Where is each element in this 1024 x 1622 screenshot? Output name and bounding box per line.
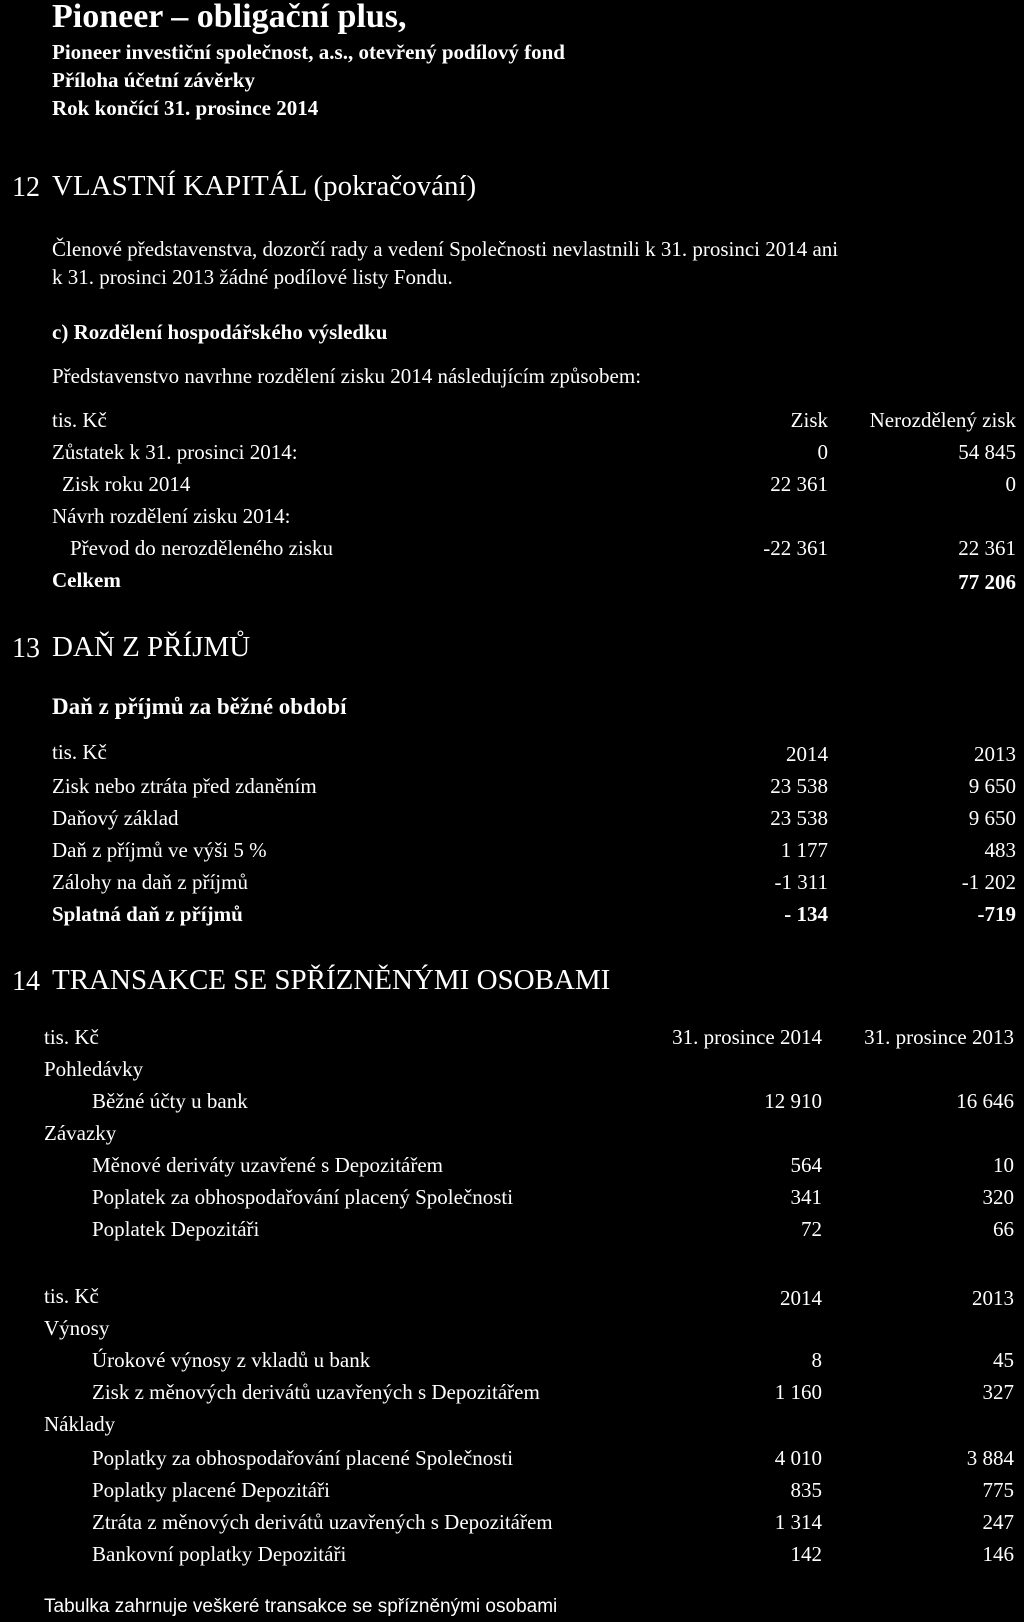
table-row-label: Daň z příjmů ve výši 5 % [52,838,267,862]
column-header: Zisk [790,408,828,432]
table-cell: 835 [790,1478,822,1502]
section-12c-intro: Představenstvo navrhne rozdělení zisku 2014 následujícím způsobem: [52,364,642,388]
table-cell: 320 [982,1185,1014,1209]
column-header: 31. prosince 2013 [864,1025,1014,1049]
table-cell: 22 361 [770,472,828,496]
table-total-label: Celkem [52,568,121,592]
table-row-label: Měnové deriváty uzavřené s Depozitářem [92,1153,444,1177]
table-cell: 247 [982,1510,1014,1534]
table-row-label: Ztráta z měnových derivátů uzavřených s Depozitářem [92,1510,553,1534]
table-cell: 1 160 [774,1380,822,1404]
table-group-label: Závazky [44,1121,117,1145]
column-header: 2014 [780,1286,822,1310]
table-cell: 23 538 [770,774,828,798]
table-cell: 22 361 [958,536,1016,560]
table-cell: 54 845 [958,440,1016,464]
table-group-label: Pohledávky [44,1057,144,1081]
section-12-paragraph-line-2: k 31. prosinci 2013 žádné podílové listy Fondu. [52,265,453,289]
table-cell: -1 311 [774,870,828,894]
column-header: 2014 [786,742,828,766]
table-row-label: Zisk nebo ztráta před zdaněním [52,774,317,798]
table-cell: 341 [790,1185,822,1209]
table-cell: 146 [982,1542,1014,1566]
table-cell: 66 [993,1217,1014,1241]
table-total-value: - 134 [784,902,828,926]
table-row-label: Převod do nerozděleného zisku [70,536,334,560]
table-cell: 0 [817,440,828,464]
table-cell: 775 [982,1478,1014,1502]
table-row-label: Poplatky za obhospodařování placené Společnosti [92,1446,514,1470]
table-row-label: Poplatek za obhospodařování placený Společnosti [92,1185,514,1209]
table-row-label: Zálohy na daň z příjmů [52,870,248,894]
table-row-label: Poplatky placené Depozitáři [92,1478,330,1502]
table-cell: 0 [1005,472,1016,496]
column-header: 2013 [974,742,1016,766]
table-unit-label: tis. Kč [52,408,107,432]
column-header: 2013 [972,1286,1014,1310]
section-12-title: VLASTNÍ KAPITÁL (pokračování) [52,170,477,202]
section-14-title: TRANSAKCE SE SPŘÍZNĚNÝMI OSOBAMI [52,964,611,996]
table-cell: 72 [801,1217,822,1241]
table-unit-label: tis. Kč [52,740,107,764]
table-cell: -1 202 [961,870,1016,894]
table-cell: 12 910 [764,1089,822,1113]
table-cell: 1 177 [780,838,828,862]
table-unit-label: tis. Kč [44,1025,99,1049]
table-cell: 1 314 [774,1510,822,1534]
table-row-label: Zisk roku 2014 [62,472,191,496]
table-row-label: Bankovní poplatky Depozitáři [92,1542,347,1566]
table-cell: 10 [993,1153,1014,1177]
table-row-label: Úrokové výnosy z vkladů u bank [92,1348,371,1372]
table-group-label: Náklady [44,1412,116,1436]
table-row-label: Daňový základ [52,806,179,830]
table-cell: 16 646 [956,1089,1014,1113]
document-subtitle: Příloha účetní závěrky [52,68,255,92]
section-12c-subtitle: c) Rozdělení hospodářského výsledku [52,320,388,344]
table-cell: 23 538 [770,806,828,830]
section-13-number: 13 [12,633,40,664]
table-cell: 564 [790,1153,822,1177]
section-12-paragraph-line-1: Členové představenstva, dozorčí rady a vedení Společnosti nevlastnili k 31. prosinci 2014 ani [52,237,839,261]
section-13-subtitle: Daň z příjmů za běžné období [52,694,347,719]
table-cell: -22 361 [763,536,828,560]
table-unit-label: tis. Kč [44,1284,99,1308]
reporting-period: Rok končící 31. prosince 2014 [52,96,319,120]
section-14-number: 14 [12,966,40,997]
table-group-label: Výnosy [44,1316,110,1340]
table-row-label: Návrh rozdělení zisku 2014: [52,504,291,528]
table-cell: 9 650 [968,806,1016,830]
table-cell: 142 [790,1542,822,1566]
table-row-label: Poplatek Depozitáři [92,1217,260,1241]
table-total-label: Splatná daň z příjmů [52,902,243,926]
table-row-label: Zisk z měnových derivátů uzavřených s Depozitářem [92,1380,540,1404]
footnote: Tabulka zahrnuje veškeré transakce se spřízněnými osobami [44,1596,558,1617]
section-13-title: DAŇ Z PŘÍJMŮ [52,631,251,663]
section-12-number: 12 [12,172,40,203]
table-total-value: -719 [977,902,1016,926]
document-title: Pioneer – obligační plus, [52,0,407,35]
table-cell: 45 [993,1348,1014,1372]
fund-name: Pioneer investiční společnost, a.s., otevřený podílový fond [52,40,565,64]
table-row-label: Zůstatek k 31. prosinci 2014: [52,440,298,464]
column-header: 31. prosince 2014 [672,1025,822,1049]
table-cell: 4 010 [774,1446,822,1470]
table-total-value: 77 206 [958,570,1016,594]
table-row-label: Běžné účty u bank [92,1089,248,1113]
table-cell: 3 884 [966,1446,1014,1470]
column-header: Nerozdělený zisk [869,408,1016,432]
table-cell: 9 650 [968,774,1016,798]
table-cell: 327 [982,1380,1014,1404]
table-cell: 8 [811,1348,822,1372]
table-cell: 483 [984,838,1016,862]
